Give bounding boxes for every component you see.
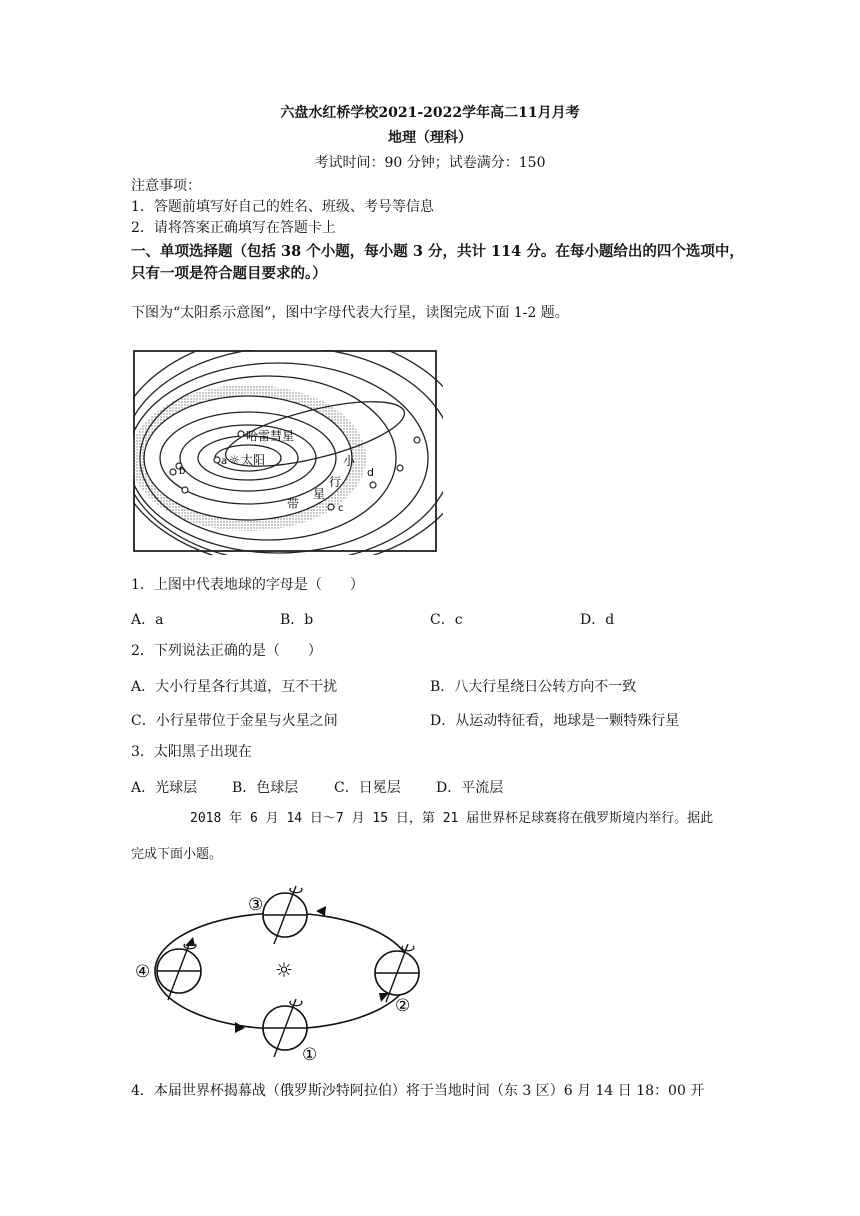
intro-worldcup: 2018 年 6 月 14 日～7 月 15 日，第 21 届世界杯足球赛将在俄罗斯境内举行。据此 — [190, 811, 714, 826]
section-heading: 一、单项选择题（包括 38 个小题，每小题 3 分，共计 114 分。在每小题给出的四个选项中， — [131, 243, 744, 260]
q3-option-b: B．色球层 — [232, 780, 299, 796]
solar-system-figure — [133, 350, 443, 555]
q1-option-b: B．b — [280, 612, 314, 628]
section-heading-cont: 只有一项是符合题目要求的。） — [131, 265, 327, 282]
notes-heading: 注意事项： — [131, 178, 201, 194]
planet-a-label: a — [221, 456, 228, 467]
planet-b-label: b — [179, 466, 186, 477]
q1-option-d: D．d — [580, 612, 615, 628]
intro-paragraph: 下图为“太阳系示意图”，图中字母代表大行星，读图完成下面 1-2 题。 — [131, 305, 569, 321]
sun-icon: ☼ — [275, 958, 293, 982]
planet-d-label: d — [367, 466, 374, 479]
note-item: 1．答题前填写好自己的姓名、班级、考号等信息 — [131, 199, 434, 215]
q3-option-c: C．日冕层 — [334, 780, 401, 796]
halley-label: 哈雷彗星 — [246, 429, 295, 443]
sun-glyph: ☼ — [229, 453, 240, 467]
q3-option-d: D．平流层 — [436, 780, 504, 796]
position-1-label: ① — [302, 1045, 318, 1065]
exam-info: 考试时间：90 分钟；试卷满分：150 — [314, 155, 546, 171]
q2-option-a: A．大小行星各行其道，互不干扰 — [131, 679, 338, 695]
intro-worldcup-cont: 完成下面小题。 — [131, 847, 223, 862]
question-2: 2．下列说法正确的是（ ） — [131, 643, 322, 659]
planet-c-label: c — [338, 503, 344, 514]
belt-label-2: 行 — [329, 475, 342, 489]
position-4-label: ④ — [135, 962, 151, 982]
position-2-label: ② — [395, 996, 411, 1016]
exam-title: 六盘水红桥学校2021-2022学年高二11月月考 — [280, 105, 580, 121]
q3-option-a: A．光球层 — [131, 780, 198, 796]
q2-option-d: D．从运动特征看，地球是一颗特殊行星 — [430, 713, 680, 729]
position-3-label: ③ — [248, 895, 264, 915]
belt-label-1: 小 — [343, 454, 356, 468]
subject-title: 地理（理科） — [388, 130, 472, 146]
note-item: 2．请将答案正确填写在答题卡上 — [131, 220, 336, 236]
sun-label: 太阳 — [241, 453, 266, 467]
q1-option-a: A．a — [131, 612, 164, 628]
question-3: 3．太阳黑子出现在 — [131, 744, 252, 760]
question-1: 1．上图中代表地球的字母是（ ） — [131, 577, 364, 593]
belt-label-4: 带 — [287, 497, 300, 511]
q2-option-c: C．小行星带位于金星与火星之间 — [131, 713, 338, 729]
q1-option-c: C．c — [430, 612, 463, 628]
earth-orbit-figure — [133, 880, 433, 1065]
q2-option-b: B．八大行星绕日公转方向不一致 — [430, 679, 637, 695]
question-4: 4．本届世界杯揭幕战（俄罗斯沙特阿拉伯）将于当地时间（东 3 区）6 月 14 日 18：00 开 — [131, 1083, 705, 1099]
belt-label-3: 星 — [313, 487, 326, 501]
